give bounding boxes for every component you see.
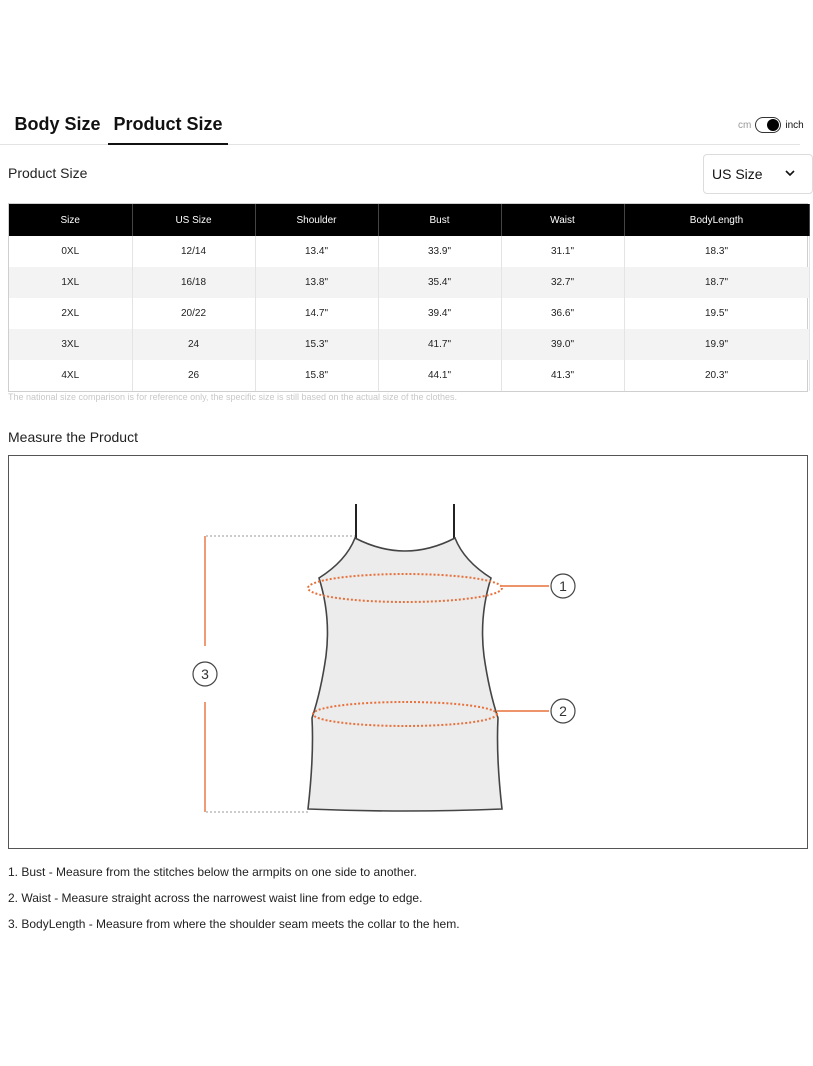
garment-shape <box>308 538 502 811</box>
table-cell: 39.0" <box>501 329 624 360</box>
table-cell: 19.9" <box>624 329 809 360</box>
unit-inch-label[interactable]: inch <box>785 119 804 131</box>
table-cell: 4XL <box>9 360 132 391</box>
marker-1 <box>551 574 575 598</box>
marker-3 <box>193 662 217 686</box>
measure-product-title: Measure the Product <box>8 429 138 445</box>
table-header-cell: Bust <box>378 204 501 236</box>
table-row <box>9 267 809 298</box>
table-header-cell: Shoulder <box>255 204 378 236</box>
table-cell: 20/22 <box>132 298 255 329</box>
camisole-diagram <box>9 456 809 850</box>
table-header-cell: Size <box>9 204 132 236</box>
table-header-cell: BodyLength <box>624 204 809 236</box>
size-table <box>8 203 808 392</box>
chevron-down-icon <box>784 167 796 179</box>
size-tabs <box>0 108 800 145</box>
table-cell: 33.9" <box>378 236 501 267</box>
table-row <box>9 329 809 360</box>
tab-product-size[interactable]: Product Size <box>108 114 228 144</box>
table-cell: 20.3" <box>624 360 809 391</box>
table-cell: 18.7" <box>624 267 809 298</box>
table-header-cell: US Size <box>132 204 255 236</box>
table-cell: 31.1" <box>501 236 624 267</box>
marker-1-label: 1 <box>559 578 567 594</box>
table-cell: 0XL <box>9 236 132 267</box>
unit-switch-knob <box>767 119 779 131</box>
size-system-selected: US Size <box>712 166 763 182</box>
table-cell: 16/18 <box>132 267 255 298</box>
table-cell: 3XL <box>9 329 132 360</box>
measure-instructions <box>8 865 460 943</box>
table-cell: 41.3" <box>501 360 624 391</box>
unit-cm-label[interactable]: cm <box>738 119 752 131</box>
instruction-bust: 1. Bust - Measure from the stitches below the armpits on one side to another. <box>8 865 417 879</box>
instruction-waist: 2. Waist - Measure straight across the narrowest waist line from edge to edge. <box>8 891 423 905</box>
table-cell: 39.4" <box>378 298 501 329</box>
unit-toggle <box>738 117 804 133</box>
table-cell: 12/14 <box>132 236 255 267</box>
unit-switch[interactable] <box>755 117 781 133</box>
instruction-bodylength: 3. BodyLength - Measure from where the shoulder seam meets the collar to the hem. <box>8 917 460 931</box>
marker-2-label: 2 <box>559 703 567 719</box>
table-cell: 1XL <box>9 267 132 298</box>
table-cell: 44.1" <box>378 360 501 391</box>
tab-body-size[interactable]: Body Size <box>14 114 101 134</box>
measure-diagram <box>8 455 808 849</box>
table-cell: 15.8" <box>255 360 378 391</box>
table-cell: 32.7" <box>501 267 624 298</box>
table-header-row <box>9 204 809 236</box>
table-cell: 15.3" <box>255 329 378 360</box>
marker-3-label: 3 <box>201 666 209 682</box>
table-cell: 13.8" <box>255 267 378 298</box>
table-row <box>9 298 809 329</box>
table-cell: 36.6" <box>501 298 624 329</box>
table-cell: 13.4" <box>255 236 378 267</box>
table-header-cell: Waist <box>501 204 624 236</box>
table-cell: 2XL <box>9 298 132 329</box>
marker-2 <box>551 699 575 723</box>
table-cell: 14.7" <box>255 298 378 329</box>
table-cell: 41.7" <box>378 329 501 360</box>
table-cell: 18.3" <box>624 236 809 267</box>
size-system-select[interactable] <box>703 154 813 194</box>
product-size-title: Product Size <box>8 165 88 181</box>
table-cell: 19.5" <box>624 298 809 329</box>
table-cell: 24 <box>132 329 255 360</box>
table-cell: 35.4" <box>378 267 501 298</box>
size-disclaimer-note: The national size comparison is for reference only, the specific size is still based on the actual size of the clothes. <box>8 392 458 402</box>
table-row <box>9 360 809 391</box>
table-row <box>9 236 809 267</box>
table-cell: 26 <box>132 360 255 391</box>
